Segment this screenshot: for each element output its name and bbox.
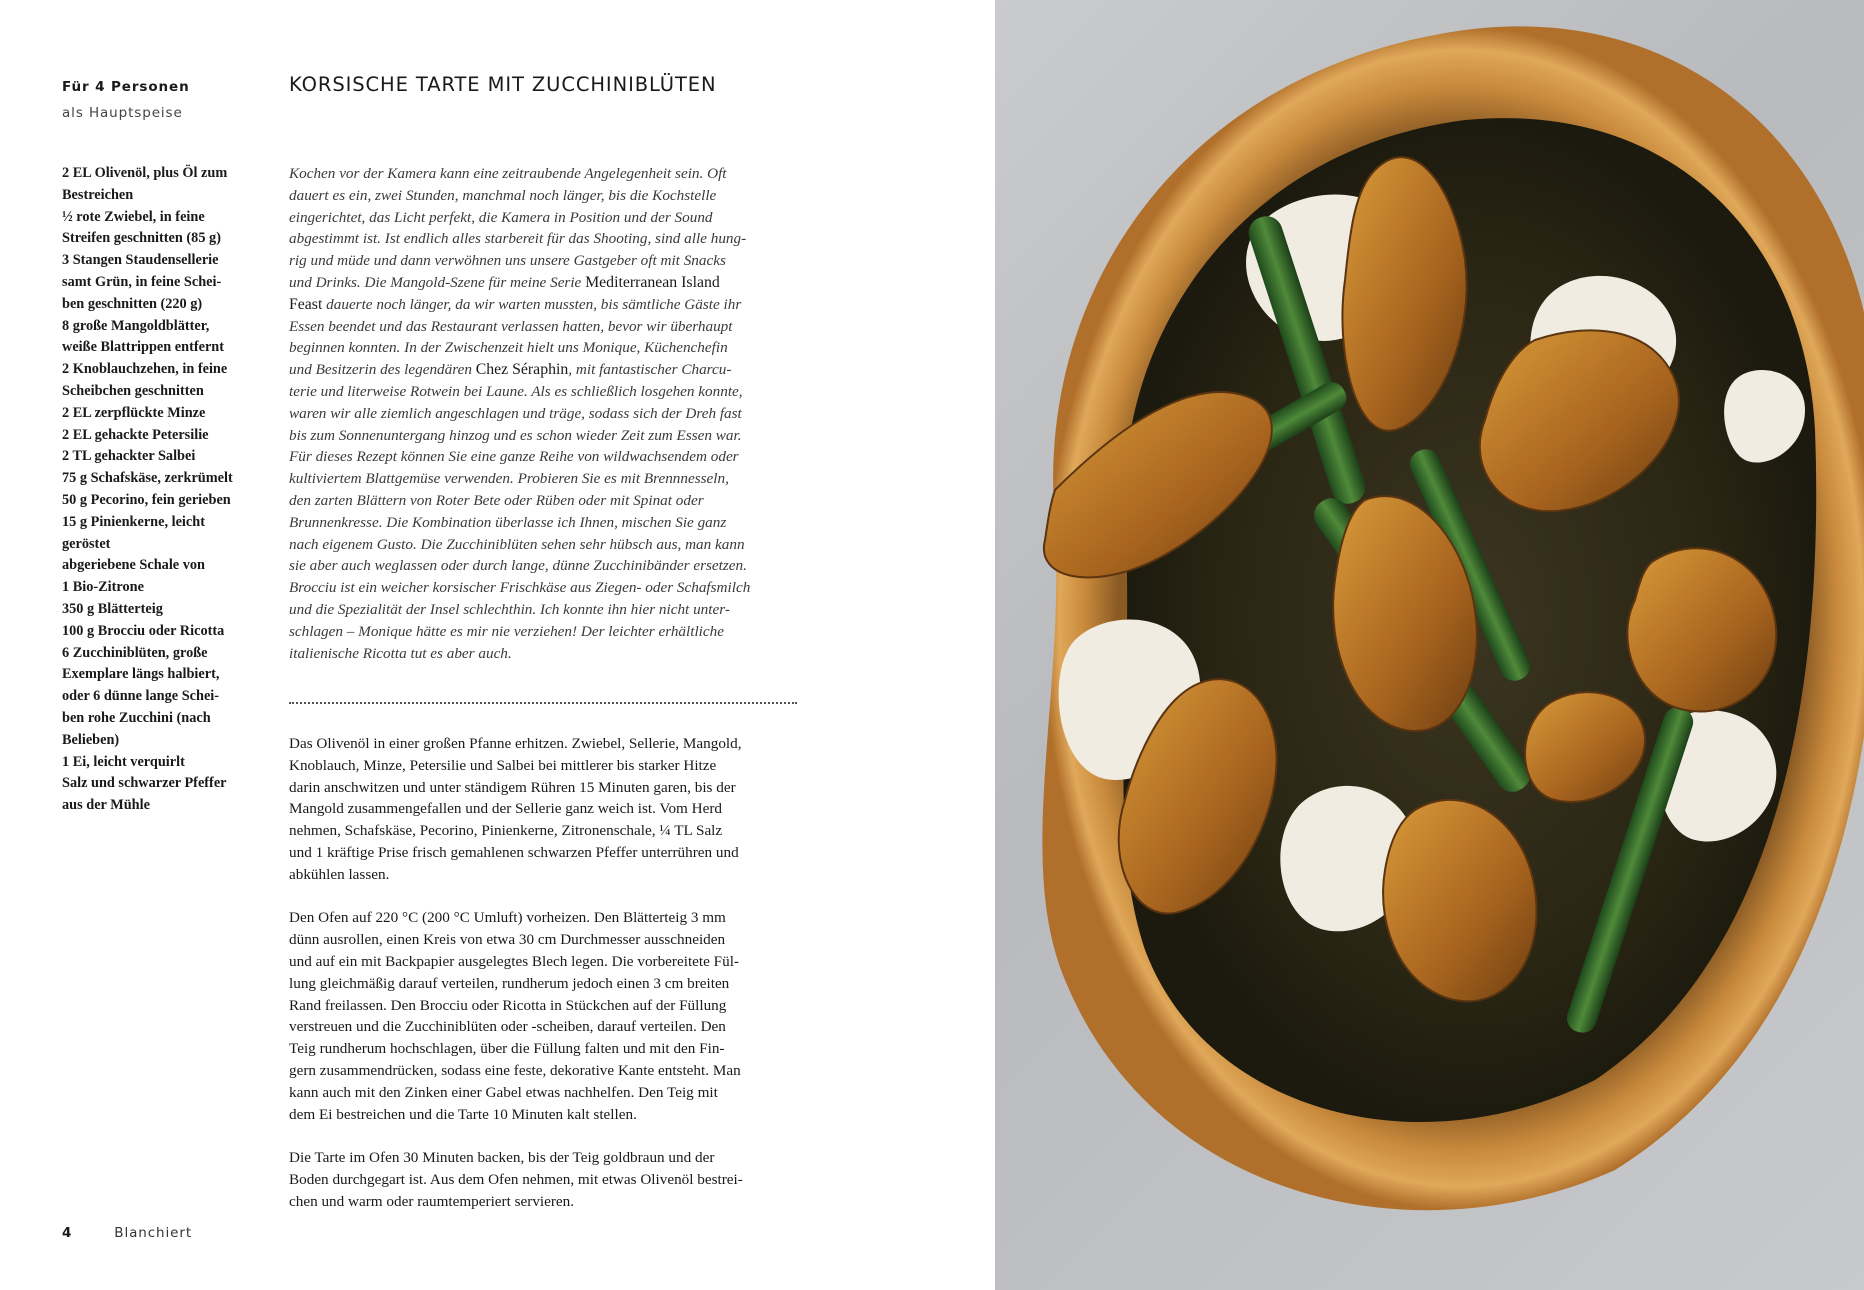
intro-text-part: terie und literweise Rotwein bei Laune. Als es schließlich losgehen konnte,: [289, 382, 743, 400]
intro-text-part: dauerte noch länger, da wir warten mussten, bis sämtliche Gäste ihr: [322, 295, 742, 313]
ingredient-line: Belieben): [62, 731, 120, 748]
intro-text-part: italienische Ricotta tut es aber auch.: [289, 644, 512, 662]
ingredient-line: ben rohe Zucchini (nach: [62, 709, 211, 726]
intro-line: [289, 337, 809, 359]
method-text: [289, 733, 809, 1234]
method-line: und 1 kräftige Prise frisch gemahlenen schwarzen Pfeffer unterrühren und: [289, 843, 739, 861]
intro-line: [289, 599, 809, 621]
method-line: Teig rundherum hochschlagen, über die Füllung falten und mit den Fin-: [289, 1040, 725, 1058]
ingredient-line: 2 Knoblauchzehen, in feine: [62, 361, 228, 378]
ingredient-line: ½ rote Zwiebel, in feine: [62, 208, 205, 225]
ingredient-line: 50 g Pecorino, fein gerieben: [62, 491, 231, 508]
ingredient-line: 6 Zucchiniblüten, große: [62, 644, 208, 661]
intro-line: [289, 272, 809, 294]
ingredient-line: 75 g Schafskäse, zerkrümelt: [62, 470, 233, 487]
ingredient-line: aus der Mühle: [62, 797, 150, 814]
intro-text-part: abgestimmt ist. Ist endlich alles starbereit für das Shooting, sind alle hung-: [289, 230, 747, 248]
intro-text-part: eingerichtet, das Licht perfekt, die Kamera in Position und der Sound: [289, 208, 713, 226]
page-footer: [62, 1225, 192, 1241]
intro-text-part: Brocciu ist ein weicher korsischer Frischkäse aus Ziegen- oder Schafsmilch: [289, 579, 751, 597]
intro-text-part: den zarten Blättern von Roter Bete oder Rüben oder mit Spinat oder: [289, 491, 704, 509]
ingredient-line: abgeriebene Schale von: [62, 557, 205, 574]
ingredient-line: 1 Bio-Zitrone: [62, 579, 144, 596]
dotted-divider: [289, 702, 797, 704]
page-number: 4: [62, 1225, 73, 1241]
intro-line: [289, 512, 809, 534]
ingredient-line: Exemplare längs halbiert,: [62, 666, 220, 683]
intro-line: [289, 228, 809, 250]
method-line: dünn ausrollen, einen Kreis von etwa 30 cm Durchmesser ausschneiden: [289, 931, 726, 949]
tarte-photo: [995, 0, 1864, 1290]
intro-line: [289, 163, 809, 185]
intro-line: [289, 468, 809, 490]
method-line: Knoblauch, Minze, Petersilie und Salbei bei mittlerer bis starker Hitze: [289, 756, 717, 774]
ingredient-line: Streifen geschnitten (85 g): [62, 230, 221, 247]
intro-line: [289, 403, 809, 425]
method-line: verstreuen und die Zucchiniblüten oder -scheiben, darauf verteilen. Den: [289, 1018, 726, 1036]
method-line: dem Ei bestreichen und die Tarte 10 Minuten kalt stellen.: [289, 1105, 637, 1123]
intro-text-part: kultiviertem Blattgemüse verwenden. Probieren Sie es mit Brennnesseln,: [289, 470, 729, 488]
ingredient-line: weiße Blattrippen entfernt: [62, 339, 225, 356]
method-line: Den Ofen auf 220 °C (200 °C Umluft) vorheizen. Den Blätterteig 3 mm: [289, 909, 726, 927]
ingredient-line: ben geschnitten (220 g): [62, 295, 203, 312]
intro-text-part: schlagen – Monique hätte es mir nie verziehen! Der leichter erhältliche: [289, 622, 724, 640]
intro-line: [289, 381, 809, 403]
tarte-illustration: [995, 0, 1864, 1290]
serving-course: als Hauptspeise: [62, 105, 183, 121]
ingredient-line: 350 g Blätterteig: [62, 600, 163, 617]
recipe-title: KORSISCHE TARTE MIT ZUCCHINIBLÜTEN: [289, 73, 717, 96]
intro-text-part: Essen beendet und das Restaurant verlassen hatten, bevor wir überhaupt: [289, 317, 733, 335]
intro-title-ref: Mediterranean Island: [585, 273, 720, 291]
intro-line: [289, 621, 809, 643]
intro-text-part: waren wir alle ziemlich angeschlagen und träge, sodass sich der Dreh fast: [289, 404, 742, 422]
method-line: Rand freilassen. Den Brocciu oder Ricotta in Stückchen auf der Füllung: [289, 996, 727, 1014]
ingredient-line: 2 EL zerpflückte Minze: [62, 404, 206, 421]
intro-text-part: sie aber auch weglassen oder durch lange, dünne Zucchinibänder ersetzen.: [289, 557, 747, 575]
method-line: kann auch mit den Zinken einer Gabel etwas nachhelfen. Den Teig mit: [289, 1083, 718, 1101]
ingredient-line: Bestreichen: [62, 186, 134, 203]
ingredient-line: oder 6 dünne lange Schei-: [62, 688, 220, 705]
intro-text: [289, 163, 809, 664]
intro-text-part: und Besitzerin des legendären: [289, 361, 476, 379]
intro-line: [289, 534, 809, 556]
intro-line: [289, 294, 809, 316]
intro-text-part: rig und müde und dann verwöhnen uns unsere Gastgeber oft mit Snacks: [289, 252, 726, 270]
intro-text-part: Kochen vor der Kamera kann eine zeitraubende Angelegenheit sein. Oft: [289, 165, 727, 182]
ingredient-line: 8 große Mangoldblätter,: [62, 317, 210, 334]
intro-text-part: und Drinks. Die Mangold-Szene für meine Serie: [289, 273, 586, 291]
method-paragraph: [289, 733, 809, 886]
ingredient-line: 100 g Brocciu oder Ricotta: [62, 622, 225, 639]
ingredient-line: Scheibchen geschnitten: [62, 382, 204, 399]
ingredient-line: 15 g Pinienkerne, leicht: [62, 513, 205, 530]
intro-title-ref: Feast: [289, 295, 323, 313]
intro-line: [289, 425, 809, 447]
chapter-name: Blanchiert: [114, 1225, 193, 1241]
method-line: Boden durchgegart ist. Aus dem Ofen nehmen, mit etwas Olivenöl bestrei-: [289, 1170, 743, 1188]
intro-line: [289, 555, 809, 577]
method-line: nehmen, Schafskäse, Pecorino, Pinienkerne, Zitronenschale, ¼ TL Salz: [289, 822, 723, 840]
ingredient-line: Salz und schwarzer Pfeffer: [62, 775, 227, 792]
intro-text-part: Brunnenkresse. Die Kombination überlasse ich Ihnen, mischen Sie ganz: [289, 513, 727, 531]
ingredient-line: 2 EL gehackte Petersilie: [62, 426, 209, 443]
method-line: chen und warm oder raumtemperiert servieren.: [289, 1192, 575, 1210]
method-line: abkühlen lassen.: [289, 865, 390, 883]
intro-line: [289, 643, 809, 665]
intro-line: [289, 207, 809, 229]
intro-line: [289, 577, 809, 599]
ingredient-line: geröstet: [62, 535, 111, 552]
ingredient-line: 2 EL Olivenöl, plus Öl zum: [62, 165, 228, 181]
intro-text-part: nach eigenem Gusto. Die Zucchiniblüten sehen sehr hübsch aus, man kann: [289, 535, 745, 553]
method-line: darin anschwitzen und unter ständigem Rühren 15 Minuten garen, bis der: [289, 778, 736, 796]
ingredient-list: [62, 163, 262, 817]
serving-count: Für 4 Personen: [62, 79, 190, 95]
ingredient-line: 3 Stangen Staudensellerie: [62, 252, 219, 269]
intro-line: [289, 446, 809, 468]
method-line: lung gleichmäßig darauf verteilen, rundherum jedoch einen 3 cm breiten: [289, 974, 730, 992]
intro-text-part: beginnen konnten. In der Zwischenzeit hielt uns Monique, Küchenchefin: [289, 339, 728, 357]
method-line: und auf ein mit Backpapier ausgelegtes Blech legen. Die vorbereitete Fül-: [289, 952, 739, 970]
method-line: Mangold zusammengefallen und der Sellerie ganz weich ist. Vom Herd: [289, 800, 723, 818]
method-line: gern zusammendrücken, sodass eine feste, dekorative Kante entsteht. Man: [289, 1061, 741, 1079]
intro-title-ref: Chez Séraphin: [475, 361, 569, 379]
ingredient-line: 1 Ei, leicht verquirlt: [62, 753, 185, 770]
method-paragraph: [289, 907, 809, 1125]
intro-text-part: und die Spezialität der Insel schlechthin. Ich konnte ihn hier nicht unter-: [289, 600, 730, 618]
intro-text-part: Für dieses Rezept können Sie eine ganze Reihe von wildwachsendem oder: [289, 448, 739, 466]
method-line: Das Olivenöl in einer großen Pfanne erhitzen. Zwiebel, Sellerie, Mangold,: [289, 735, 742, 752]
method-paragraph: [289, 1147, 809, 1212]
method-line: Die Tarte im Ofen 30 Minuten backen, bis der Teig goldbraun und der: [289, 1149, 715, 1167]
intro-text-part: dauert es ein, zwei Stunden, manchmal noch länger, bis die Kochstelle: [289, 186, 717, 204]
intro-line: [289, 185, 809, 207]
intro-line: [289, 250, 809, 272]
intro-line: [289, 490, 809, 512]
intro-text-part: , mit fantastischer Charcu-: [568, 361, 732, 379]
intro-text-part: bis zum Sonnenuntergang hinzog und es schon wieder Zeit zum Essen war.: [289, 426, 742, 444]
ingredient-line: samt Grün, in feine Schei-: [62, 273, 222, 290]
ingredient-line: 2 TL gehackter Salbei: [62, 448, 196, 465]
serving-info: [62, 78, 190, 122]
intro-line: [289, 316, 809, 338]
intro-line: [289, 359, 809, 381]
